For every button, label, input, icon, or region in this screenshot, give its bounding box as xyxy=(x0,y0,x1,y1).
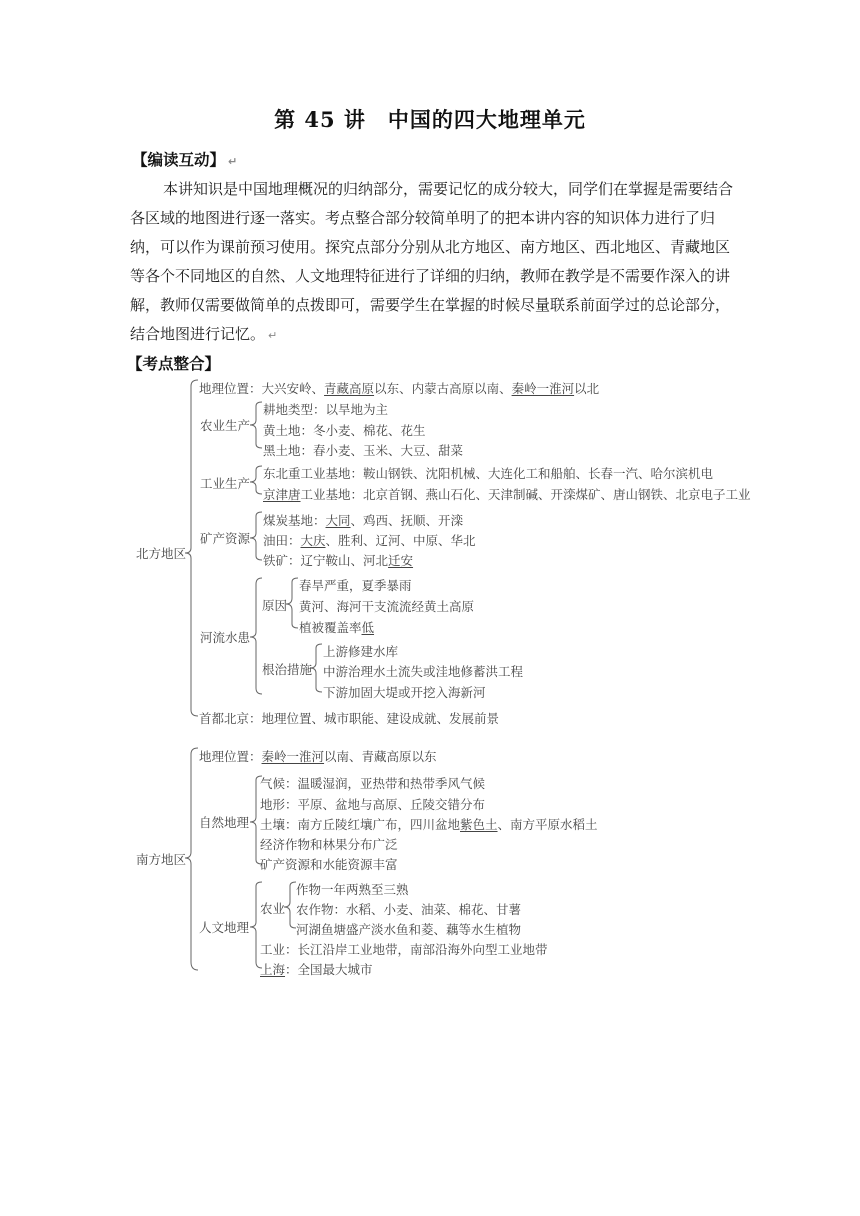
bracket-south xyxy=(185,748,198,970)
north-industry-label: 工业生产 xyxy=(200,476,251,491)
bracket-south-agri xyxy=(284,882,296,928)
intro-line: 解，教师仅需要做简单的点拨即可，需要学生在掌握的时候尽量联系前面学过的总论部分， xyxy=(130,296,731,314)
south-agri-label: 农业 xyxy=(260,901,286,916)
river-fix-label: 根治措施 xyxy=(262,662,313,677)
south-agri-item: 农作物：水稻、小麦、油菜、棉花、甘薯 xyxy=(296,902,522,917)
intro-line-last: 结合地图进行记忆。 ↵ xyxy=(130,325,278,343)
bracket-north xyxy=(185,380,198,716)
south-natural-label: 自然地理 xyxy=(199,815,250,830)
south-natural-item: 气候：温暖湿润，亚热带和热带季风气候 xyxy=(260,776,486,791)
bracket-river xyxy=(250,578,262,694)
south-natural-item: 矿产资源和水能资源丰富 xyxy=(260,857,398,872)
south-location: 地理位置：秦岭一淮河以南、青藏高原以东 xyxy=(199,749,437,764)
south-human-label: 人文地理 xyxy=(199,920,250,935)
page-title: 第 45 讲 中国的四大地理单元 xyxy=(274,107,586,132)
north-mineral-label: 矿产资源 xyxy=(200,531,251,546)
river-fix-item: 下游加固大堤或开挖入海新河 xyxy=(323,685,486,700)
river-cause-label: 原因 xyxy=(262,598,288,613)
south-natural-item: 地形：平原、盆地与高原、丘陵交错分布 xyxy=(260,797,486,812)
south-location-label: 地理位置 xyxy=(199,749,250,764)
north-location: 地理位置：大兴安岭、青藏高原以东、内蒙古高原以南、秦岭一淮河以北 xyxy=(199,381,600,396)
bracket-cause xyxy=(286,578,298,628)
south-agri-item: 作物一年两熟至三熟 xyxy=(296,882,409,897)
south-root-label: 南方地区 xyxy=(136,852,187,867)
north-location-label: 地理位置 xyxy=(199,381,250,396)
river-cause-item: 春旱严重，夏季暴雨 xyxy=(299,578,412,593)
river-cause-item: 黄河、海河干支流流经黄土高原 xyxy=(299,599,475,614)
north-root-label: 北方地区 xyxy=(136,546,187,561)
north-agri-item: 耕地类型：以旱地为主 xyxy=(263,402,389,417)
south-natural-item: 土壤：南方丘陵红壤广布，四川盆地紫色土、南方平原水稻土 xyxy=(260,817,598,832)
south-agri-item: 河湖鱼塘盛产淡水鱼和菱、藕等水生植物 xyxy=(296,922,522,937)
north-capital: 首都北京：地理位置、城市职能、建设成就、发展前景 xyxy=(199,711,500,726)
north-river-label: 河流水患 xyxy=(200,630,251,645)
north-industry-item: 东北重工业基地：鞍山钢铁、沈阳机械、大连化工和船舶、长春一汽、哈尔滨机电 xyxy=(263,466,714,481)
north-mineral-item: 油田：大庆、胜利、辽河、中原、华北 xyxy=(263,533,476,548)
river-cause-item: 植被覆盖率低 xyxy=(299,620,375,635)
bracket-industry xyxy=(250,466,262,494)
section-heading-intro: 【编读互动】 ↵ xyxy=(132,151,238,169)
section-heading-keypoints: 【考点整合】 xyxy=(127,355,221,373)
north-agri-item: 黄土地：冬小麦、棉花、花生 xyxy=(263,423,426,438)
river-fix-item: 中游治理水土流失或洼地修蓄洪工程 xyxy=(323,664,524,679)
intro-line: 本讲知识是中国地理概况的归纳部分，需要记忆的成分较大，同学们在掌握是需要结合 xyxy=(163,180,734,198)
bracket-mineral xyxy=(250,512,262,560)
bracket-agri xyxy=(250,402,262,448)
north-agri-item: 黑土地：春小麦、玉米、大豆、甜菜 xyxy=(263,443,464,458)
north-agri-label: 农业生产 xyxy=(200,418,251,433)
south-natural-item: 经济作物和林果分布广泛 xyxy=(260,837,398,852)
north-capital-label: 首都北京 xyxy=(199,711,250,726)
intro-line: 纳，可以作为课前预习使用。探究点部分分别从北方地区、南方地区、西北地区、青藏地区 xyxy=(130,238,731,256)
north-industry-item: 京津唐工业基地：北京首钢、燕山石化、天津制碱、开滦煤矿、唐山钢铁、北京电子工业 xyxy=(263,487,751,502)
river-fix-item: 上游修建水库 xyxy=(323,644,399,659)
south-shanghai: 上海：全国最大城市 xyxy=(260,962,373,977)
intro-line: 等各个不同地区的自然、人文地理特征进行了详细的归纳，教师在教学是不需要作深入的讲 xyxy=(130,267,731,285)
north-mineral-item: 煤炭基地：大同、鸡西、抚顺、开滦 xyxy=(263,513,464,528)
intro-line: 各区域的地图进行逐一落实。考点整合部分较简单明了的把本讲内容的知识体力进行了归 xyxy=(130,209,716,227)
north-mineral-item: 铁矿：辽宁鞍山、河北迁安 xyxy=(263,553,414,568)
south-industry: 工业：长江沿岸工业地带，南部沿海外向型工业地带 xyxy=(260,942,548,957)
